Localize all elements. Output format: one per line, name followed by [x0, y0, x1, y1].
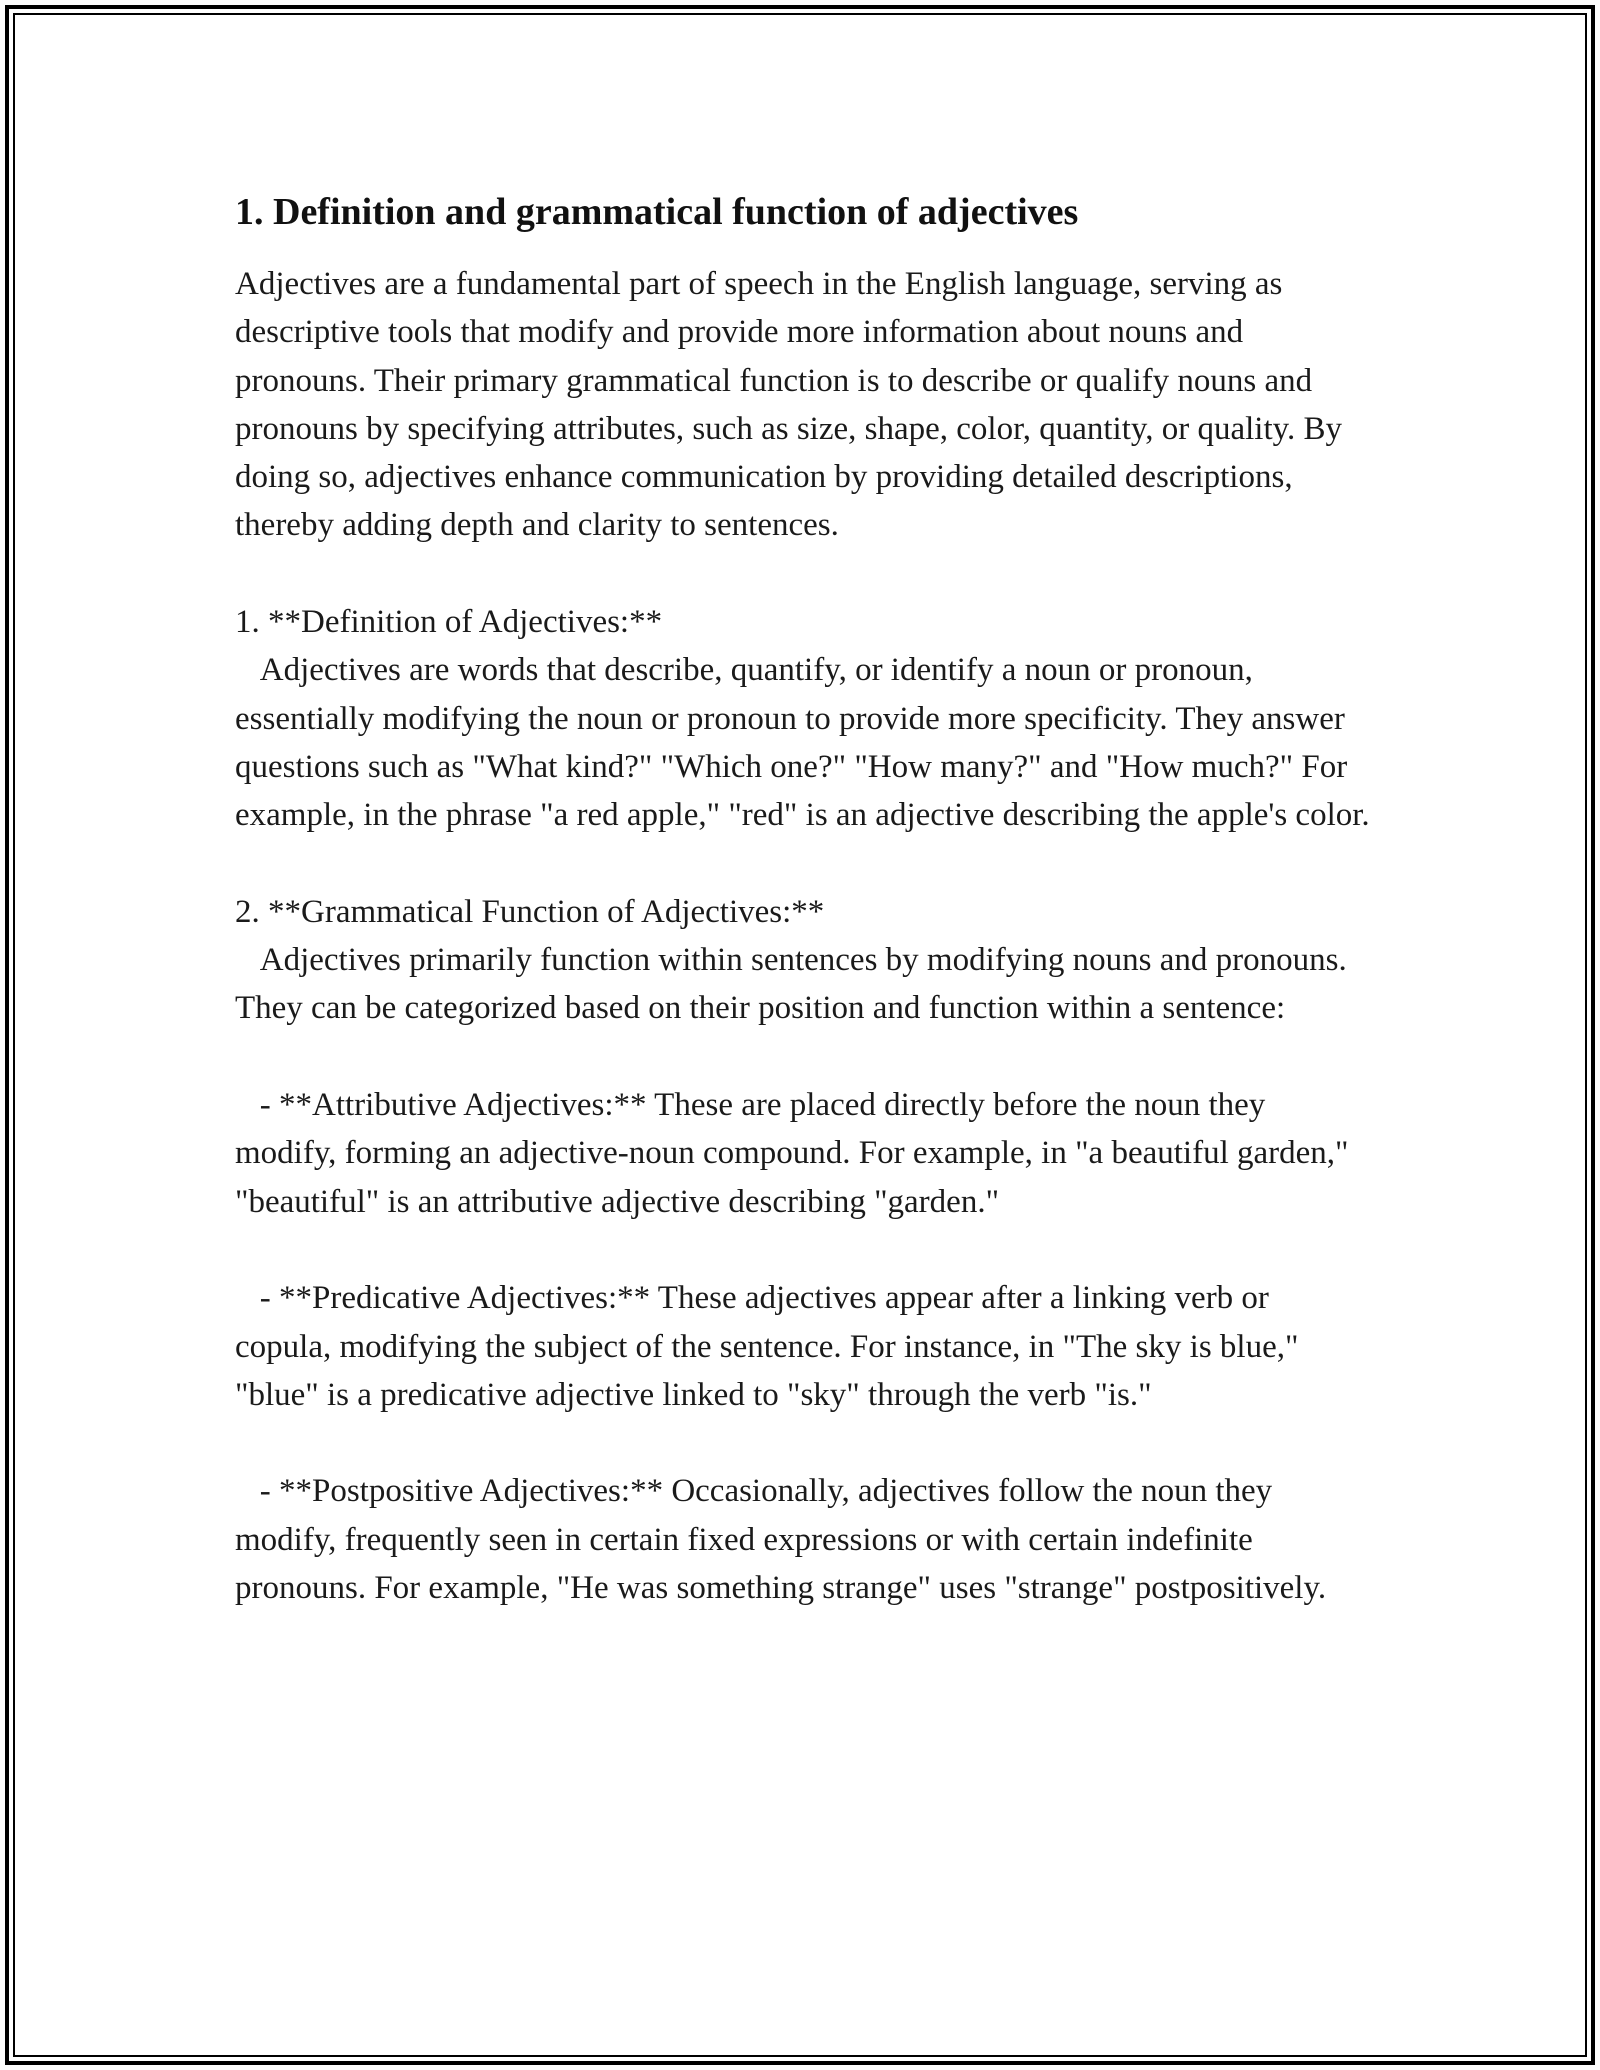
section-body: Adjectives are a fundamental part of speech in the English language, serving as descriptive tools that modify and provide more information about nouns and pronouns. Their primary grammatical function is to describe or qualify nouns and pronouns by specifying attributes, such as size, shape, color, quantity, or quality. By doing so, adjectives enhance communication by providing detailed descriptions, thereby adding depth and clarity to sentences. 1. **Definition of Adjectives:** Adjectives are words that describe, quantify, or identify a noun or pronoun, essentially modifying the noun or pronoun to provide more specificity. They answer questions such as "What kind?" "Which one?" "How many?" and "How much?" For example, in the phrase "a red apple," "red" is an adjective describing the apple's color. 2. **Grammatical Function of Adjectives:** Adjectives primarily function within sentences by modifying nouns and pronouns. They can be categorized based on their position and function within a sentence: - **Attributive Adjectives:** These are placed directly before the noun they modify, forming an adjective-noun compound. For example, in "a beautiful garden," "beautiful" is an attributive adjective describing "garden." - **Predicative Adjectives:** These adjectives appear after a linking verb or copula, modifying the subject of the sentence. For instance, in "The sky is blue," "blue" is a predicative adjective linked to "sky" through the verb "is." - **Postpositive Adjectives:** Occasionally, adjectives follow the noun they modify, frequently seen in certain fixed expressions or with certain indefinite pronouns. For example, "He was something strange" uses "strange" postpositively.: [235, 266, 1370, 1607]
document-content: [235, 186, 1370, 1612]
section-heading: 1. Definition and grammatical function of adjectives: [235, 191, 1079, 233]
